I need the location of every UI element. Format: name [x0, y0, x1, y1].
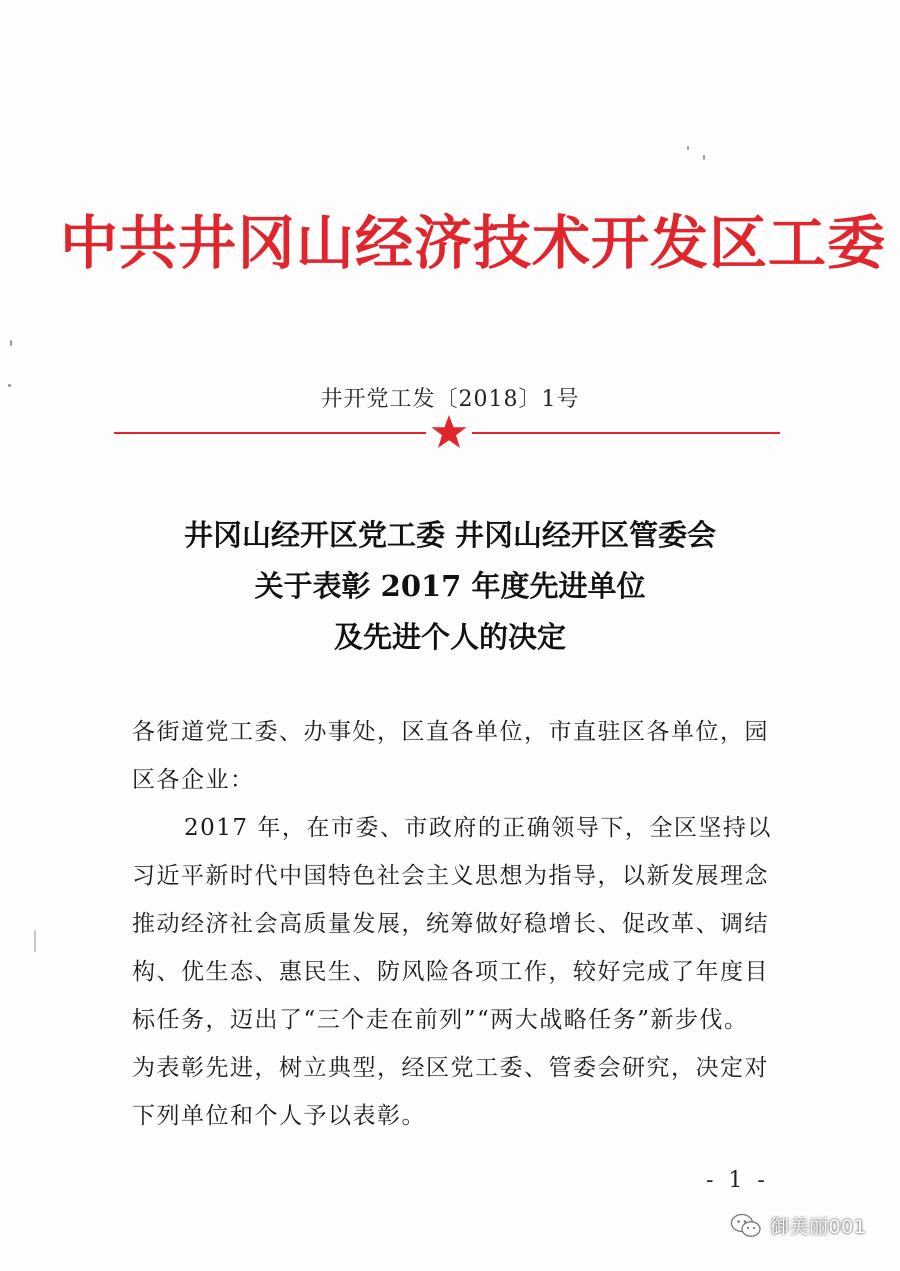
body-line: 构、优生态、惠民生、防风险各项工作，较好完成了年度目 [132, 959, 769, 985]
watermark-text: 御美丽001 [770, 1216, 867, 1238]
red-separator-left [114, 432, 426, 434]
scan-speck [687, 146, 689, 150]
title-line: 关于表彰 2017 年度先进单位 [254, 569, 646, 603]
salutation [132, 708, 792, 804]
body-line: 推动经济社会高质量发展，统筹做好稳增长、促改革、调结 [132, 911, 769, 937]
salutation-line: 区各企业： [132, 767, 255, 793]
body-line: 标任务，迈出了“三个走在前列”“两大战略任务”新步伐。 [132, 1007, 749, 1033]
document-number: 井开党工发〔2018〕1号 [320, 387, 580, 412]
salutation-line: 各街道党工委、办事处，区直各单位，市直驻区各单位，园 [132, 719, 769, 745]
wechat-icon [730, 1213, 762, 1239]
body-line: 2017 年，在市委、市政府的正确领导下，全区坚持以 [184, 815, 772, 841]
title-line: 及先进个人的决定 [333, 620, 566, 654]
page-number: - 1 - [706, 1168, 769, 1193]
watermark [730, 1212, 866, 1239]
red-separator-right [472, 432, 780, 434]
scan-speck [10, 340, 12, 346]
body-line: 为表彰先进，树立典型，经区党工委、管委会研究，决定对 [132, 1055, 769, 1081]
document-title [0, 510, 900, 663]
body-line: 下列单位和个人予以表彰。 [132, 1103, 426, 1129]
body-paragraph [132, 804, 792, 1140]
issuer-title: 中共井冈山经济技术开发区工委 [60, 209, 887, 277]
scan-speck [703, 155, 705, 160]
title-line: 井冈山经开区党工委 井冈山经开区管委会 [183, 518, 717, 552]
body-line: 习近平新时代中国特色社会主义思想为指导，以新发展理念 [132, 863, 769, 889]
star-icon [430, 414, 468, 450]
scan-speck [34, 930, 36, 952]
